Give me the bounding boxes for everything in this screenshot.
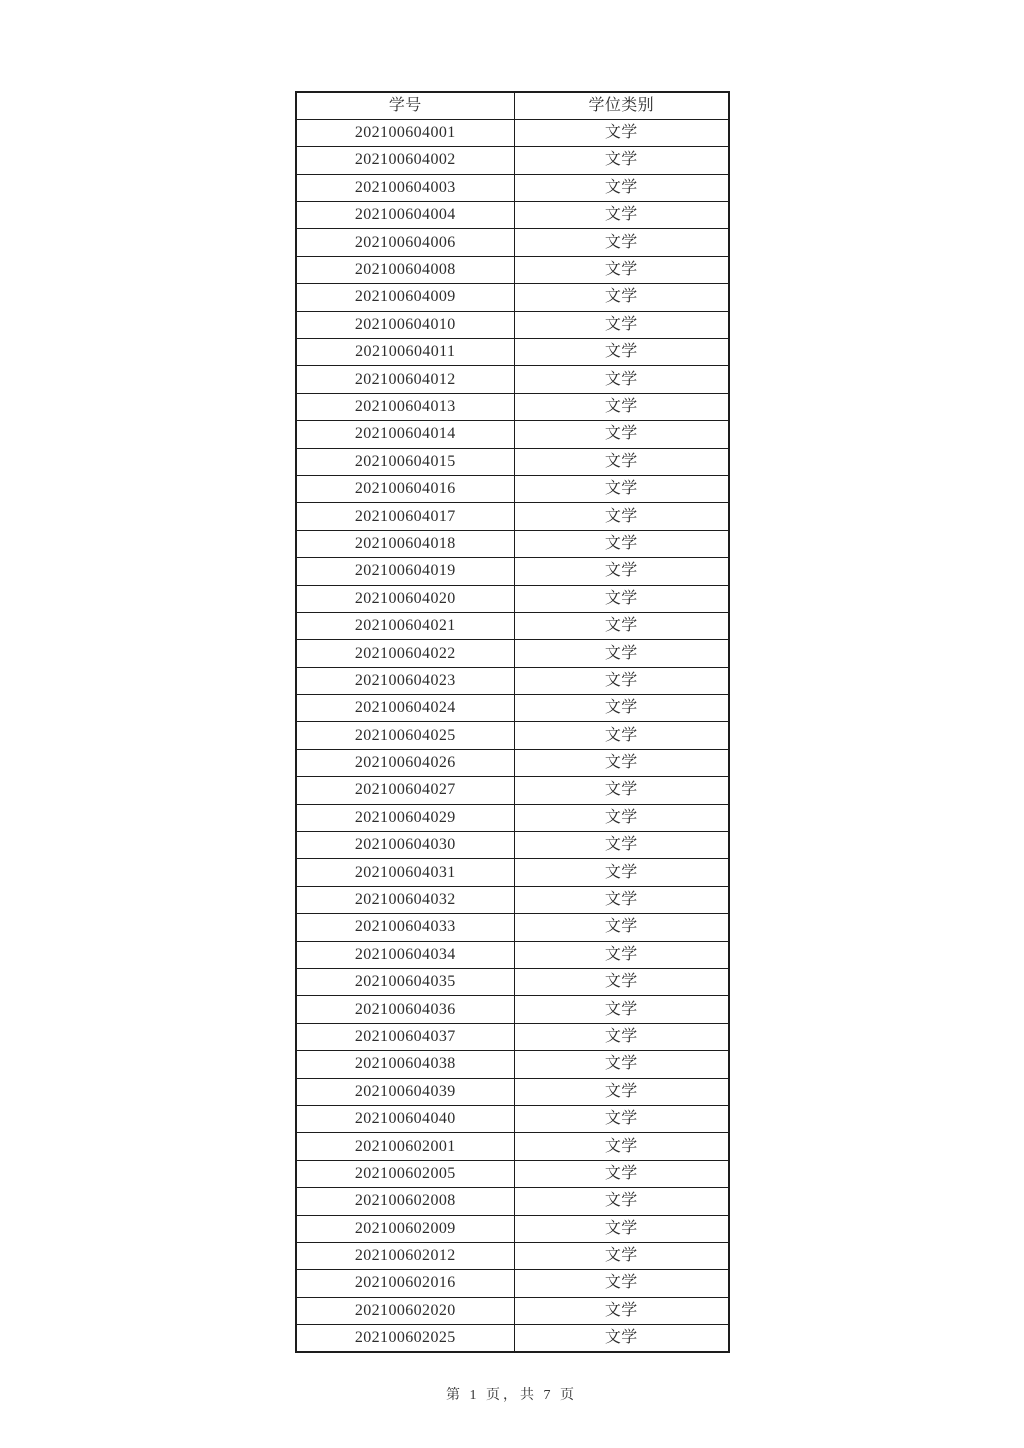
table-row <box>296 503 729 530</box>
table-row <box>296 1242 729 1269</box>
student-id-cell: 202100604012 <box>296 366 514 393</box>
student-id-cell: 202100604038 <box>296 1051 514 1078</box>
degree-type-cell: 文学 <box>514 448 729 475</box>
degree-type-cell: 文学 <box>514 749 729 776</box>
table-row <box>296 1078 729 1105</box>
student-id-cell: 202100604036 <box>296 996 514 1023</box>
student-id-cell: 202100602020 <box>296 1297 514 1324</box>
table-row <box>296 969 729 996</box>
table-row <box>296 1023 729 1050</box>
degree-type-cell: 文学 <box>514 503 729 530</box>
table-row <box>296 1270 729 1297</box>
degree-type-cell: 文学 <box>514 475 729 502</box>
student-id-cell: 202100604025 <box>296 722 514 749</box>
degree-type-cell: 文学 <box>514 393 729 420</box>
student-id-cell: 202100604014 <box>296 421 514 448</box>
student-id-cell: 202100604030 <box>296 832 514 859</box>
degree-type-cell: 文学 <box>514 1133 729 1160</box>
degree-type-cell: 文学 <box>514 1188 729 1215</box>
table-row <box>296 366 729 393</box>
degree-type-cell: 文学 <box>514 1023 729 1050</box>
column-header-degree-type: 学位类别 <box>514 92 729 119</box>
degree-type-cell: 文学 <box>514 1242 729 1269</box>
table-row <box>296 832 729 859</box>
degree-type-cell: 文学 <box>514 1105 729 1132</box>
table-row <box>296 777 729 804</box>
table-body <box>296 119 729 1352</box>
student-id-cell: 202100604019 <box>296 558 514 585</box>
student-id-cell: 202100604004 <box>296 202 514 229</box>
student-id-cell: 202100602008 <box>296 1188 514 1215</box>
table-row <box>296 1051 729 1078</box>
degree-type-cell: 文学 <box>514 859 729 886</box>
student-id-cell: 202100604039 <box>296 1078 514 1105</box>
student-id-cell: 202100604033 <box>296 914 514 941</box>
degree-type-cell: 文学 <box>514 530 729 557</box>
table-row <box>296 558 729 585</box>
degree-type-cell: 文学 <box>514 667 729 694</box>
degree-type-cell: 文学 <box>514 421 729 448</box>
student-id-cell: 202100604024 <box>296 695 514 722</box>
table-row <box>296 1105 729 1132</box>
table-row <box>296 229 729 256</box>
degree-type-cell: 文学 <box>514 804 729 831</box>
student-id-cell: 202100604008 <box>296 256 514 283</box>
student-id-cell: 202100604022 <box>296 640 514 667</box>
table-header-row <box>296 92 729 119</box>
student-degree-table <box>295 91 730 1353</box>
degree-type-cell: 文学 <box>514 202 729 229</box>
degree-type-cell: 文学 <box>514 1297 729 1324</box>
student-id-cell: 202100604011 <box>296 339 514 366</box>
student-id-cell: 202100604009 <box>296 284 514 311</box>
student-id-cell: 202100604002 <box>296 147 514 174</box>
table-row <box>296 202 729 229</box>
degree-type-cell: 文学 <box>514 695 729 722</box>
degree-type-cell: 文学 <box>514 366 729 393</box>
student-id-cell: 202100604010 <box>296 311 514 338</box>
table-row <box>296 749 729 776</box>
table-row <box>296 256 729 283</box>
student-id-cell: 202100602016 <box>296 1270 514 1297</box>
student-id-cell: 202100604013 <box>296 393 514 420</box>
table-row <box>296 530 729 557</box>
table-row <box>296 1325 729 1352</box>
student-id-cell: 202100602025 <box>296 1325 514 1352</box>
table-row <box>296 612 729 639</box>
student-id-cell: 202100602005 <box>296 1160 514 1187</box>
degree-type-cell: 文学 <box>514 1325 729 1352</box>
student-id-cell: 202100604034 <box>296 941 514 968</box>
degree-type-cell: 文学 <box>514 1078 729 1105</box>
student-id-cell: 202100604026 <box>296 749 514 776</box>
table-row <box>296 886 729 913</box>
table-row <box>296 475 729 502</box>
degree-type-cell: 文学 <box>514 339 729 366</box>
student-id-cell: 202100604032 <box>296 886 514 913</box>
student-id-cell: 202100604035 <box>296 969 514 996</box>
table-row <box>296 147 729 174</box>
student-id-cell: 202100602009 <box>296 1215 514 1242</box>
degree-type-cell: 文学 <box>514 1160 729 1187</box>
table-head <box>296 92 729 119</box>
degree-type-cell: 文学 <box>514 256 729 283</box>
degree-type-cell: 文学 <box>514 558 729 585</box>
student-id-cell: 202100602012 <box>296 1242 514 1269</box>
degree-type-cell: 文学 <box>514 119 729 146</box>
student-id-cell: 202100604001 <box>296 119 514 146</box>
degree-type-cell: 文学 <box>514 914 729 941</box>
table-row <box>296 311 729 338</box>
table-row <box>296 1133 729 1160</box>
table-row <box>296 695 729 722</box>
table-row <box>296 448 729 475</box>
table-row <box>296 393 729 420</box>
table-row <box>296 1188 729 1215</box>
degree-type-cell: 文学 <box>514 722 729 749</box>
student-id-cell: 202100604018 <box>296 530 514 557</box>
table-row <box>296 119 729 146</box>
degree-type-cell: 文学 <box>514 996 729 1023</box>
student-id-cell: 202100604006 <box>296 229 514 256</box>
table-row <box>296 421 729 448</box>
degree-type-cell: 文学 <box>514 941 729 968</box>
student-id-cell: 202100604015 <box>296 448 514 475</box>
degree-type-cell: 文学 <box>514 777 729 804</box>
degree-type-cell: 文学 <box>514 832 729 859</box>
degree-type-cell: 文学 <box>514 1215 729 1242</box>
table-row <box>296 174 729 201</box>
student-id-cell: 202100604023 <box>296 667 514 694</box>
table-row <box>296 667 729 694</box>
table-row <box>296 941 729 968</box>
student-id-cell: 202100602001 <box>296 1133 514 1160</box>
student-id-cell: 202100604017 <box>296 503 514 530</box>
degree-type-cell: 文学 <box>514 886 729 913</box>
degree-type-cell: 文学 <box>514 229 729 256</box>
table-row <box>296 1297 729 1324</box>
table-row <box>296 859 729 886</box>
table-row <box>296 996 729 1023</box>
table-row <box>296 585 729 612</box>
table-row <box>296 339 729 366</box>
degree-type-cell: 文学 <box>514 311 729 338</box>
student-id-cell: 202100604029 <box>296 804 514 831</box>
degree-type-cell: 文学 <box>514 612 729 639</box>
table-row <box>296 1215 729 1242</box>
degree-type-cell: 文学 <box>514 147 729 174</box>
degree-type-cell: 文学 <box>514 1270 729 1297</box>
student-id-cell: 202100604037 <box>296 1023 514 1050</box>
degree-type-cell: 文学 <box>514 1051 729 1078</box>
student-id-cell: 202100604031 <box>296 859 514 886</box>
degree-type-cell: 文学 <box>514 640 729 667</box>
student-id-cell: 202100604016 <box>296 475 514 502</box>
student-id-cell: 202100604020 <box>296 585 514 612</box>
table-row <box>296 914 729 941</box>
table-row <box>296 804 729 831</box>
table-row <box>296 1160 729 1187</box>
student-id-cell: 202100604021 <box>296 612 514 639</box>
table-row <box>296 640 729 667</box>
table-row <box>296 284 729 311</box>
student-id-cell: 202100604027 <box>296 777 514 804</box>
student-id-cell: 202100604040 <box>296 1105 514 1132</box>
degree-type-cell: 文学 <box>514 969 729 996</box>
column-header-student-id: 学号 <box>296 92 514 119</box>
degree-type-cell: 文学 <box>514 174 729 201</box>
degree-type-cell: 文学 <box>514 284 729 311</box>
page-number-footer: 第 1 页，共 7 页 <box>446 1388 577 1403</box>
student-id-cell: 202100604003 <box>296 174 514 201</box>
degree-type-cell: 文学 <box>514 585 729 612</box>
table-row <box>296 722 729 749</box>
